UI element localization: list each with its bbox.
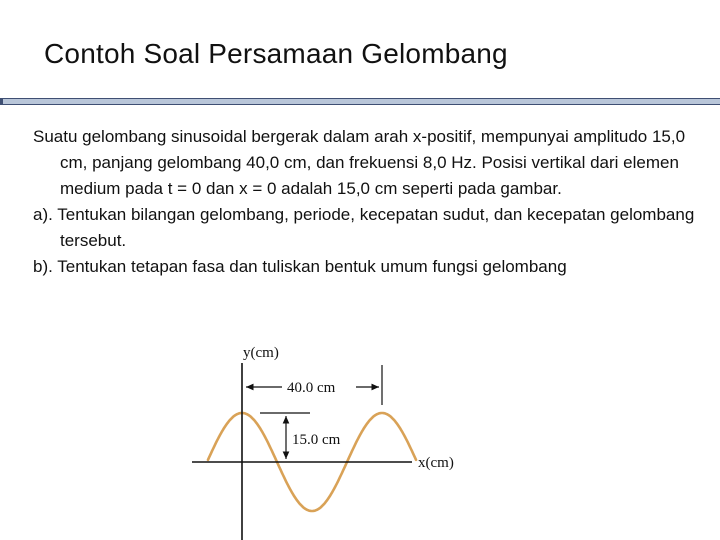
y-axis-label: y(cm) [243, 345, 279, 361]
slide-title: Contoh Soal Persamaan Gelombang [44, 38, 508, 69]
x-axis-label: x(cm) [418, 455, 454, 471]
wavelength-label: 40.0 cm [287, 380, 336, 396]
amplitude-label: 15.0 cm [292, 432, 341, 448]
divider-bar [0, 98, 720, 105]
question-b: b). Tentukan tetapan fasa dan tuliskan bentuk umum fungsi gelombang [33, 257, 567, 276]
question-a: a). Tentukan bilangan gelombang, periode, kecepatan sudut, dan kecepatan gelombang tersebut. [33, 205, 695, 250]
divider-end-cap [0, 98, 3, 105]
problem-statement: Suatu gelombang sinusoidal bergerak dalam arah x-positif, mempunyai amplitudo 15,0 cm, panjang gelombang 40,0 cm, dan frekuensi 8,0 Hz. Posisi vertikal dari elemen medium pada t = 0 dan x = 0 adalah 15,0 cm seperti pada gambar. [33, 127, 686, 198]
sine-wave-figure [180, 335, 480, 540]
problem-text [33, 124, 698, 280]
